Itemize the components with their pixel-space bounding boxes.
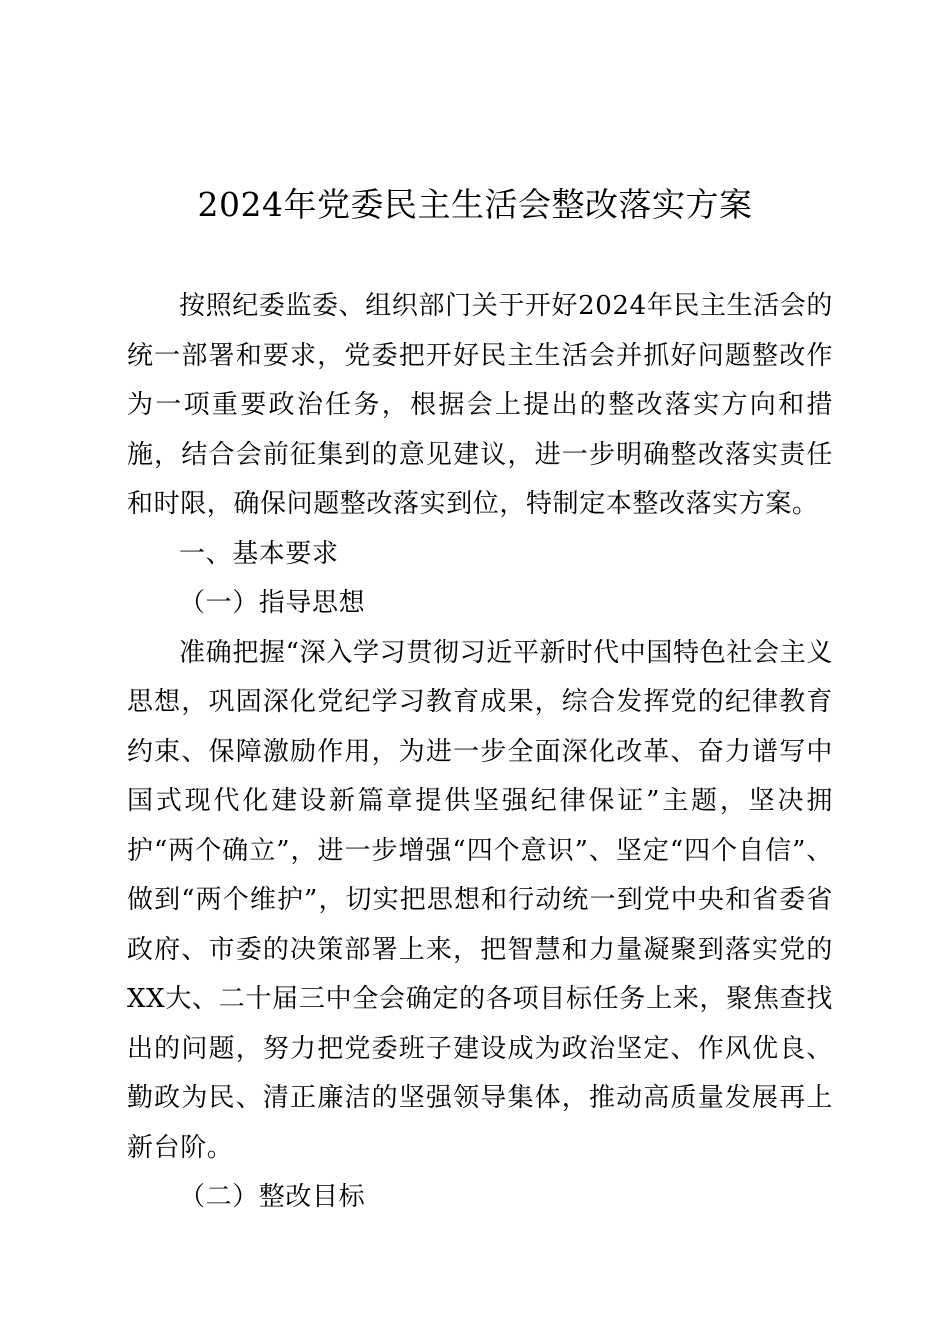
section-heading-basic-requirements: 一、基本要求	[179, 538, 339, 569]
guiding-ideology-paragraph: 准确把握“深入学习贯彻习近平新时代中国特色社会主义思想，巩固深化党纪学习教育成果，综合发挥党的纪律教育约束、保障激励作用，为进一步全面深化改革、奋力谱写中国式现代化建设新篇章提供坚强纪律保证”主题，坚决拥护“两个确立”，进一步增强“四个意识”、坚定“四个自信”、做到“两个维护”，切实把思想和行动统一到党中央和省委省政府、市委的决策部署上来，把智慧和力量凝聚到落实党的XX大、二十届三中全会确定的各项目标任务上来，聚焦查找出的问题，努力把党委班子建设成为政治坚定、作风优良、勤政为民、清正廉洁的坚强领导集体，推动高质量发展再上新台阶。	[127, 637, 833, 1163]
document-title: 2024年党委民主生活会整改落实方案	[197, 185, 753, 224]
subsection-heading-rectification-goals: （二）整改目标	[179, 1182, 366, 1212]
intro-paragraph: 按照纪委监委、组织部门关于开好2024年民主生活会的统一部署和要求，党委把开好民主生活会并抓好问题整改作为一项重要政治任务，根据会上提出的整改落实方向和措施，结合会前征集到的意见建议，进一步明确整改落实责任和时限，确保问题整改落实到位，特制定本整改落实方案。	[127, 291, 833, 519]
subsection-heading-guiding-ideology: （一）指导思想	[179, 588, 366, 618]
document-body	[127, 282, 833, 1223]
